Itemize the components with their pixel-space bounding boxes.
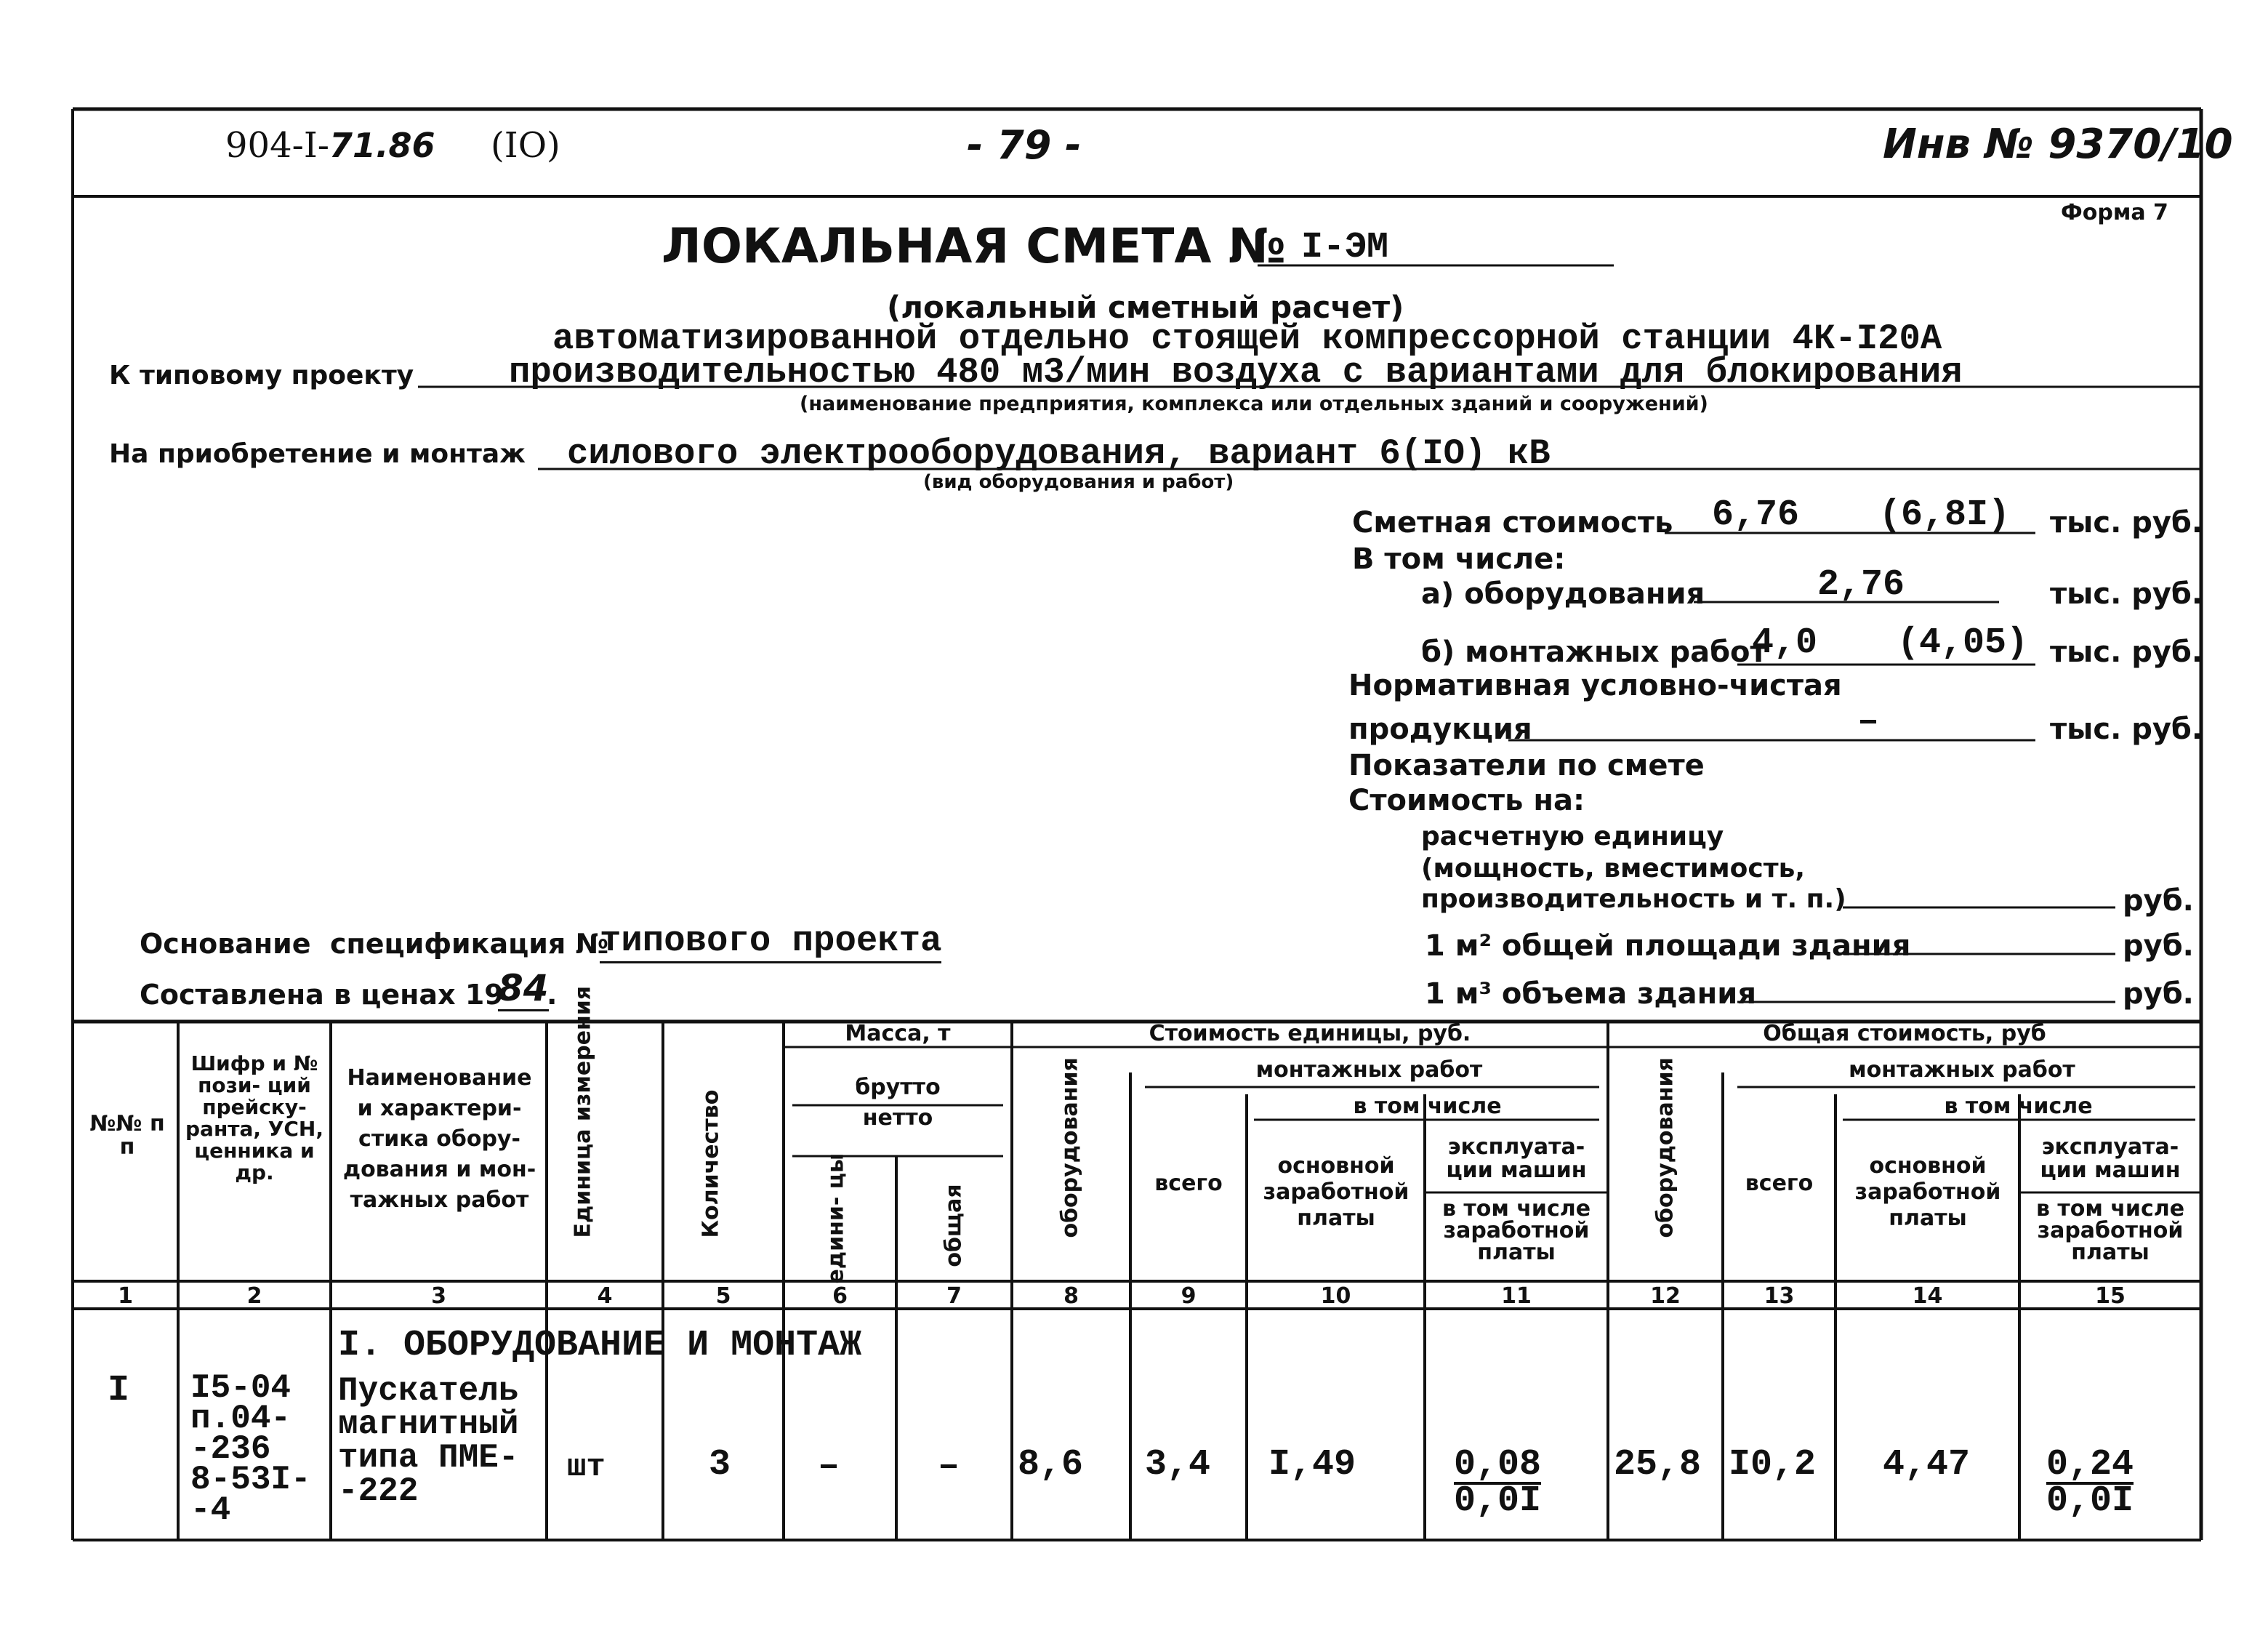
total-incl-header: в том числе <box>1944 1094 2093 1119</box>
including-label: В том числе: <box>1352 542 1566 576</box>
row-code <box>190 1369 311 1529</box>
col-number-2: 2 <box>246 1283 262 1309</box>
brutto-header: брутто <box>855 1075 941 1100</box>
document-code <box>225 125 435 166</box>
equipment-cost-label: а) оборудования <box>1421 577 1705 611</box>
installation-cost-alt: (4,05) <box>1897 622 2029 664</box>
equipment-cost-value: 2,76 <box>1817 564 1905 606</box>
row-mass-unit: – <box>818 1445 840 1487</box>
purchase-caption: (вид оборудования и работ) <box>923 471 1234 493</box>
col-number-15: 15 <box>2095 1283 2126 1309</box>
col-number-7: 7 <box>946 1283 962 1309</box>
row-unit: шт <box>567 1449 606 1485</box>
page-number: - 79 - <box>967 122 1082 168</box>
row-installation-total: I0,2 <box>1729 1444 1817 1485</box>
cost-on-label: Стоимость на: <box>1348 784 1585 817</box>
estimated-cost-label: Сметная стоимость <box>1352 506 1673 540</box>
col-header-14: основной заработной платы <box>1854 1153 2001 1231</box>
col-header-8: оборудования <box>1057 1057 1083 1238</box>
row-name-line: -222 <box>338 1472 419 1510</box>
volume-rub: руб. <box>2123 977 2194 1011</box>
row-code-line: I5-04 <box>190 1369 291 1407</box>
estimated-cost-unit: тыс. руб. <box>2050 506 2203 540</box>
row-total-machine-op-total: 0,24 <box>2046 1444 2134 1485</box>
row-unit-basic-pay: I,49 <box>1268 1444 1356 1485</box>
row-installation-unit-total: 3,4 <box>1145 1444 1211 1485</box>
calc-unit-line-2: (мощность, вместимость, <box>1421 854 1806 883</box>
basis-value: типового проекта <box>600 921 941 963</box>
col-number-4: 4 <box>597 1283 613 1309</box>
col-number-9: 9 <box>1181 1283 1197 1309</box>
installation-cost-unit: тыс. руб. <box>2050 635 2203 669</box>
col-number-14: 14 <box>1912 1283 1943 1309</box>
col-header-11-bottom: в том числе заработной платы <box>1441 1196 1591 1265</box>
row-mass-total: – <box>938 1445 960 1487</box>
col-number-1: 1 <box>118 1283 133 1309</box>
row-code-line: -236 <box>190 1430 271 1468</box>
col-header-7: общая <box>941 1184 967 1267</box>
mass-header: Масса, т <box>845 1021 951 1046</box>
col-header-15-bottom: в том числе заработной платы <box>2035 1196 2185 1265</box>
calc-unit-line-1: расчетную единицу <box>1421 822 1724 851</box>
col-number-10: 10 <box>1320 1283 1351 1309</box>
basis-label: Основание спецификация № <box>140 928 609 960</box>
calc-unit-line-3: производительность и т. п.) <box>1421 884 1846 914</box>
row-total-machine-op <box>2046 1444 2134 1522</box>
col-header-4: Единица измерения <box>570 985 596 1238</box>
netto-header: нетто <box>862 1105 933 1131</box>
col-number-8: 8 <box>1063 1283 1079 1309</box>
col-header-11-top: эксплуата- ции машин <box>1446 1134 1587 1183</box>
section-title: I. ОБОРУДОВАНИЕ И МОНТАЖ <box>338 1325 862 1366</box>
row-code-line: -4 <box>190 1491 231 1529</box>
row-name-line: Пускатель <box>338 1372 519 1410</box>
row-equipment-total-cost: 25,8 <box>1614 1444 1702 1485</box>
estimate-title: ЛОКАЛЬНАЯ СМЕТА № <box>662 218 1286 274</box>
estimated-cost-value: 6,76 <box>1712 494 1800 536</box>
col-number-13: 13 <box>1764 1283 1795 1309</box>
volume-label: 1 м³ объема здания <box>1425 977 1756 1011</box>
production-label: продукция <box>1348 713 1532 746</box>
col-number-5: 5 <box>715 1283 731 1309</box>
purchase-value: силового электрооборудования, вариант 6(IO) кВ <box>567 433 1551 474</box>
form-label: Форма 7 <box>2061 200 2168 225</box>
prices-year: 84 <box>498 967 549 1011</box>
col-header-10: основной заработной платы <box>1263 1153 1410 1231</box>
row-unit-machine-op <box>1454 1444 1542 1522</box>
calc-unit-rub: руб. <box>2123 884 2194 918</box>
total-cost-header: Общая стоимость, руб <box>1763 1021 2046 1046</box>
document-variant: (IO) <box>491 125 560 166</box>
area-rub: руб. <box>2123 929 2194 963</box>
col-header-12: оборудования <box>1652 1057 1678 1238</box>
col-number-6: 6 <box>832 1283 848 1309</box>
document-code-handwritten: 71.86 <box>329 126 435 165</box>
purchase-label: На приобретение и монтаж <box>109 439 526 469</box>
row-name <box>338 1374 518 1508</box>
equipment-cost-unit: тыс. руб. <box>2050 577 2203 611</box>
project-line-1: автоматизированной отдельно стоящей компрессорной станции 4К-I20А <box>552 318 1942 359</box>
row-quantity: 3 <box>709 1444 731 1485</box>
production-value: – <box>1857 701 1880 742</box>
col-header-9: всего <box>1154 1171 1223 1196</box>
row-total-basic-pay: 4,47 <box>1883 1444 1971 1485</box>
col-header-13: всего <box>1745 1171 1814 1196</box>
unit-installation-header: монтажных работ <box>1255 1057 1483 1083</box>
row-code-line: п.04- <box>190 1400 291 1437</box>
prices-label: Составлена в ценах 19 <box>140 979 504 1011</box>
col-header-2: Шифр и № пози- ций прейску- ранта, УСН, ценника и др. <box>185 1051 323 1184</box>
production-unit: тыс. руб. <box>2050 713 2203 746</box>
total-installation-header: монтажных работ <box>1849 1057 2075 1083</box>
row-unit-machine-op-total: 0,08 <box>1454 1444 1542 1485</box>
row-equipment-unit-cost: 8,6 <box>1018 1444 1084 1485</box>
row-code-line: 8-53I- <box>190 1461 311 1499</box>
normative-label: Нормативная условно-чистая <box>1348 669 1842 702</box>
col-header-15-top: эксплуата- ции машин <box>2040 1134 2181 1183</box>
area-label: 1 м² общей площади здания <box>1425 929 1911 963</box>
project-caption: (наименование предприятия, комплекса или отдельных зданий и сооружений) <box>800 393 1708 415</box>
inventory-number: Инв № 9370/10 <box>1883 121 2233 168</box>
col-header-3: Наименование и характери- стика обору- дования и мон- тажных работ <box>342 1065 536 1213</box>
installation-cost-label: б) монтажных работ <box>1421 635 1767 669</box>
col-number-12: 12 <box>1650 1283 1681 1309</box>
col-number-11: 11 <box>1501 1283 1532 1309</box>
row-unit-machine-op-pay: 0,0I <box>1454 1480 1542 1522</box>
row-name-line: типа ПМЕ- <box>338 1439 519 1477</box>
row-number: I <box>108 1370 130 1411</box>
installation-cost-value: 4,0 <box>1752 622 1818 664</box>
row-total-machine-op-pay: 0,0I <box>2046 1480 2134 1522</box>
indicators-label: Показатели по смете <box>1348 749 1705 782</box>
estimated-cost-alt: (6,8I) <box>1879 494 2011 536</box>
col-header-5: Количество <box>698 1089 724 1238</box>
project-line-2: производительностью 480 м3/мин воздуха с вариантами для блокирования <box>509 352 1963 393</box>
col-header-6: едини- цы <box>823 1152 849 1284</box>
unit-incl-header: в том числе <box>1353 1094 1502 1119</box>
col-number-3: 3 <box>431 1283 446 1309</box>
unit-cost-header: Стоимость единицы, руб. <box>1149 1021 1471 1046</box>
estimate-number: I-ЭМ <box>1301 227 1389 268</box>
document-code-printed: 904-I- <box>225 125 330 166</box>
project-label: К типовому проекту <box>109 361 414 390</box>
row-name-line: магнитный <box>338 1406 519 1443</box>
estimate-subtitle: (локальный сметный расчет) <box>887 289 1404 325</box>
col-header-1: №№ п п <box>89 1111 165 1160</box>
